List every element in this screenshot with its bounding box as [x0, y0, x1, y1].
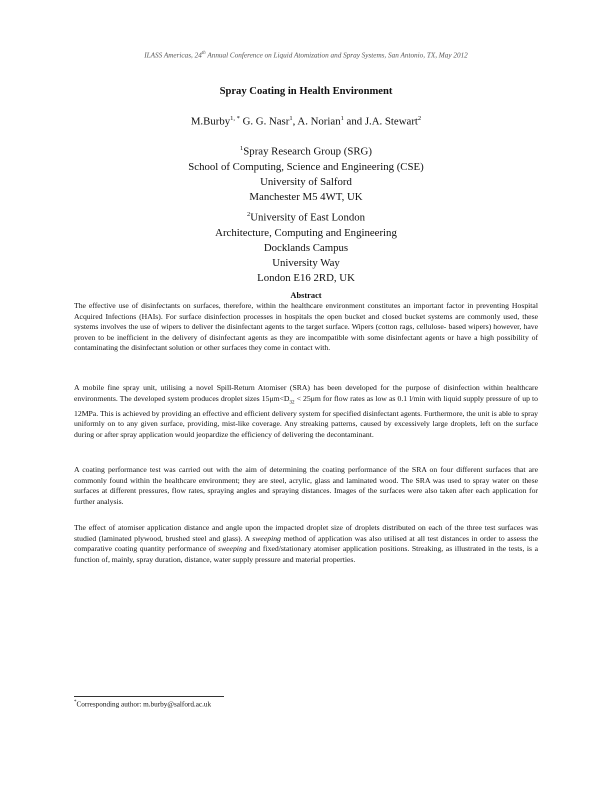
footnote-rule — [74, 696, 224, 697]
abstract-paragraph-2: A mobile fine spray unit, utilising a novel Spill-Return Atomiser (SRA) has been developed for the purpose of disinfection within healthcare environments. The developed system produces droplet sizes $15\mu m<D_{32} < 25\mu m$ for flow rates as low as 0.1 l/min with liquid supply pressure of up to 12MPa. This is achieved by providing an effective and efficient delivery system for specified disinfectant agents. Furthermore, the unit is able to spray uniformly on to any given surface, providing, mist-like coverage. Any streaking patterns, caused by excessively large droplets, left on the surface during or after spray application would jeopardize the efficiency of delivering the decontaminant. — [74, 383, 538, 439]
abstract-heading: Abstract — [290, 291, 322, 300]
footnote: *Corresponding author: m.burby@salford.ac.uk — [74, 700, 212, 709]
affiliation-1: $^1$Spray Research Group (SRG) School of Computing, Science and Engineering (CSE) University of Salford Manchester M5 4WT, UK — [188, 145, 424, 204]
author-list: M.Burby$^{1, *}$ G. G. Nasr$^1$, A. Norian$^1$ and J.A. Stewart$^2$ — [190, 115, 422, 128]
abstract-paragraph-4: The effect of atomiser application distance and angle upon the impacted droplet size of droplets distributed on each of the three test surfaces was studied (laminated plywood, brushed steel and glass). A sweeping method of application was also utilised at all test distances in order to assess the comparative coating quantity performance of sweeping and fixed/stationary atomiser application positions. Streaking, as illustrated in the tests, is a function of, mainly, spray duration, distance, water supply pressure and material properties. — [74, 523, 538, 564]
abstract-paragraph-3: A coating performance test was carried out with the aim of determining the coating performance of the SRA on four different surfaces that are commonly found within the healthcare environment; they are steel, acrylic, glass and laminated wood. The SRA was used to spray water on these surfaces at different pressures, flow rates, spraying angles and spraying distances. Images of the surfaces were also taken after each application for further analysis. — [74, 465, 538, 506]
author-name: and J.A. Stewart — [343, 115, 418, 128]
author-name: G. G. Nasr — [239, 115, 290, 128]
author-name: M.Burby — [190, 115, 231, 128]
author-name: , A. Norian — [292, 115, 341, 128]
running-header: ILASS Americas, 24th Annual Conference on Liquid Atomization and Spray Systems, San Antonio, TX, May 2012 — [144, 51, 468, 60]
affiliation-2: $^2$University of East London Architecture, Computing and Engineering Docklands Campus University Way London E16 2RD, UK — [215, 211, 397, 285]
paper-title: Spray Coating in Health Environment — [219, 86, 393, 97]
abstract-paragraph-1: The effective use of disinfectants on surfaces, therefore, within the healthcare environment constitutes an important factor in preventing Hospital Acquired Infections (HAIs). For surface disinfection processes in hospitals the open bucket and closed bucket systems are commonly used, these systems involves the use of wipers to deliver the disinfectant agents to the target surface. Wipers (cotton rags, cellulose- based wipers) however, have proven to be inefficient in the delivery of disinfectant agents as they are incompatible with some disinfectant agents or have a high possibility of contaminating the disinfectant solution or other surfaces they come in contact with. — [74, 301, 538, 353]
